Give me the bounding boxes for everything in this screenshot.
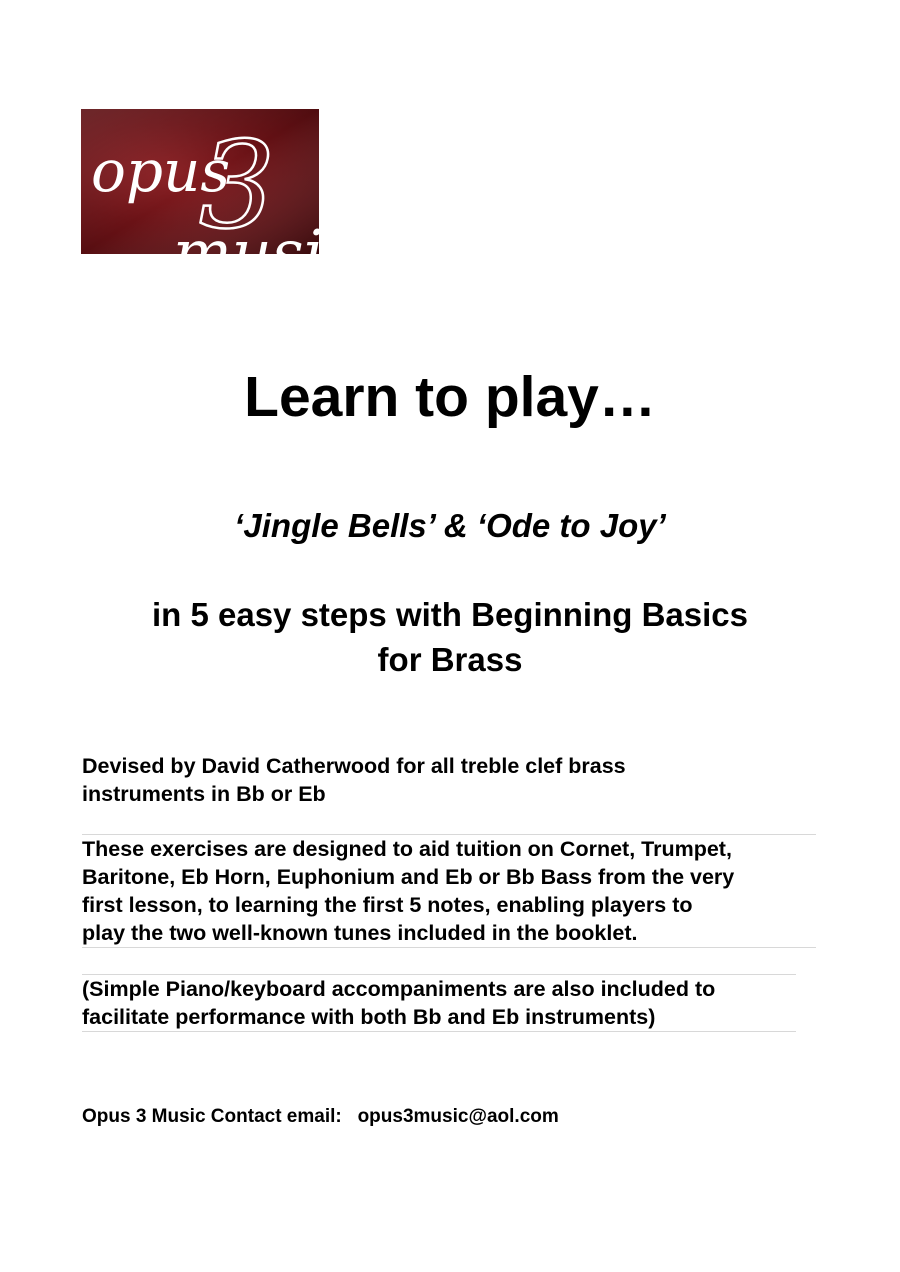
logo-numeral: 3 bbox=[199, 117, 276, 256]
logo-music-text: music bbox=[173, 216, 359, 289]
contact-line bbox=[82, 1104, 559, 1130]
logo-opus-text: opus bbox=[91, 137, 231, 205]
logo-graphic bbox=[81, 109, 359, 289]
tagline-line-2: for Brass bbox=[377, 641, 523, 678]
tagline bbox=[0, 592, 900, 682]
opus3-music-logo bbox=[81, 109, 359, 289]
accompaniment-line-1: (Simple Piano/keyboard accompaniments are also included to bbox=[82, 977, 716, 1001]
author-line-2: instruments in Bb or Eb bbox=[82, 782, 326, 806]
accompaniment-paragraph bbox=[82, 974, 796, 1032]
exercises-paragraph bbox=[82, 834, 816, 948]
author-paragraph bbox=[82, 752, 802, 808]
exercises-line-3: first lesson, to learning the first 5 notes, enabling players to bbox=[82, 893, 693, 917]
accompaniment-line-2: facilitate performance with both Bb and Eb instruments) bbox=[82, 1005, 656, 1029]
tagline-line-1: in 5 easy steps with Beginning Basics bbox=[151, 596, 748, 633]
exercises-line-1: These exercises are designed to aid tuition on Cornet, Trumpet, bbox=[82, 837, 732, 861]
author-line-1: Devised by David Catherwood for all treble clef brass bbox=[82, 754, 626, 778]
contact-email[interactable]: opus3music@aol.com bbox=[357, 1106, 559, 1127]
exercises-line-4: play the two well-known tunes included in the booklet. bbox=[82, 921, 638, 945]
page-title: Learn to play… bbox=[244, 365, 656, 429]
tune-titles: ‘Jingle Bells’ & ‘Ode to Joy’ bbox=[234, 507, 666, 544]
contact-label: Opus 3 Music Contact email: bbox=[82, 1106, 342, 1127]
exercises-line-2: Baritone, Eb Horn, Euphonium and Eb or Bb Bass from the very bbox=[82, 865, 735, 889]
